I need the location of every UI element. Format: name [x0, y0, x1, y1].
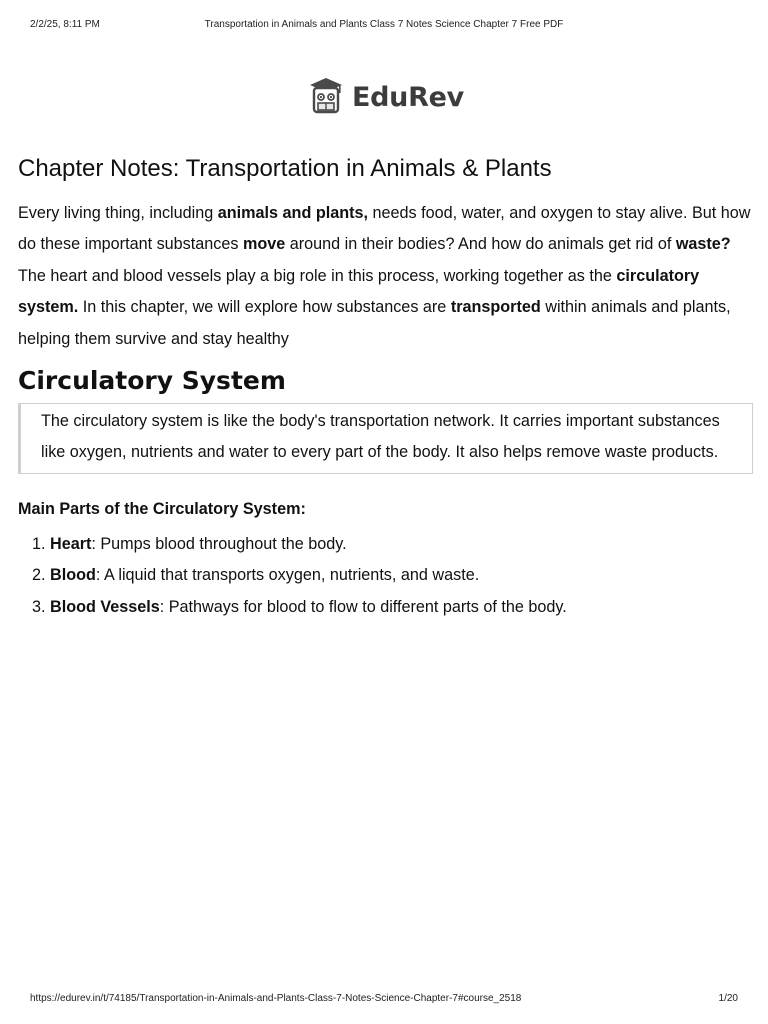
parts-list	[18, 529, 753, 623]
part-term: Blood	[50, 566, 96, 585]
article-content	[18, 152, 753, 623]
chapter-title: Chapter Notes: Transportation in Animals & Plants	[18, 155, 552, 182]
print-date: 2/2/25, 8:11 PM	[30, 19, 100, 30]
logo-text: EduRev	[352, 81, 464, 113]
page-number: 1/20	[718, 993, 738, 1004]
intro-text: needs food, water, and oxygen to stay alive. But how do these important substances	[18, 204, 751, 254]
list-item	[50, 529, 753, 560]
part-desc: : A liquid that transports oxygen, nutrients, and waste.	[95, 566, 480, 585]
print-header	[0, 19, 768, 33]
intro-text: within animals and plants, helping them survive and stay healthy	[18, 298, 731, 348]
section-title: Circulatory System	[18, 366, 286, 396]
print-page-title: Transportation in Animals and Plants Class 7 Notes Science Chapter 7 Free PDF	[204, 19, 564, 30]
intro-text: In this chapter, we will explore how substances are	[78, 298, 451, 317]
footer-url[interactable]: https://edurev.in/t/74185/Transportation-in-Animals-and-Plants-Class-7-Notes-Science-Chapter-7#course_2518	[30, 993, 522, 1004]
intro-bold: animals and plants,	[217, 204, 368, 222]
intro-bold: waste?	[675, 235, 731, 254]
list-item	[50, 560, 753, 591]
part-term: Heart	[50, 534, 92, 553]
intro-bold: move	[242, 235, 286, 254]
parts-subheading: Main Parts of the Circulatory System:	[18, 499, 306, 518]
intro-bold: circulatory system.	[18, 266, 700, 317]
part-desc: : Pathways for blood to flow to different parts of the body.	[159, 597, 567, 616]
edurev-logo[interactable]	[306, 77, 464, 117]
intro-bold: transported	[450, 298, 541, 317]
part-desc: : Pumps blood throughout the body.	[91, 534, 347, 553]
intro-paragraph	[18, 198, 753, 355]
intro-text: Every living thing, including	[18, 204, 218, 222]
part-term: Blood Vessels	[50, 597, 160, 616]
list-item	[50, 592, 753, 623]
intro-text: The heart and blood vessels play a big role in this process, working together as the	[18, 266, 617, 285]
intro-text: around in their bodies? And how do animals get rid of	[285, 235, 676, 254]
definition-callout: The circulatory system is like the body's transportation network. It carries important substances like oxygen, nutrients and water to every part of the body. It also helps remove waste products.	[18, 403, 753, 474]
mascot-graduation-cap-icon	[306, 75, 346, 120]
